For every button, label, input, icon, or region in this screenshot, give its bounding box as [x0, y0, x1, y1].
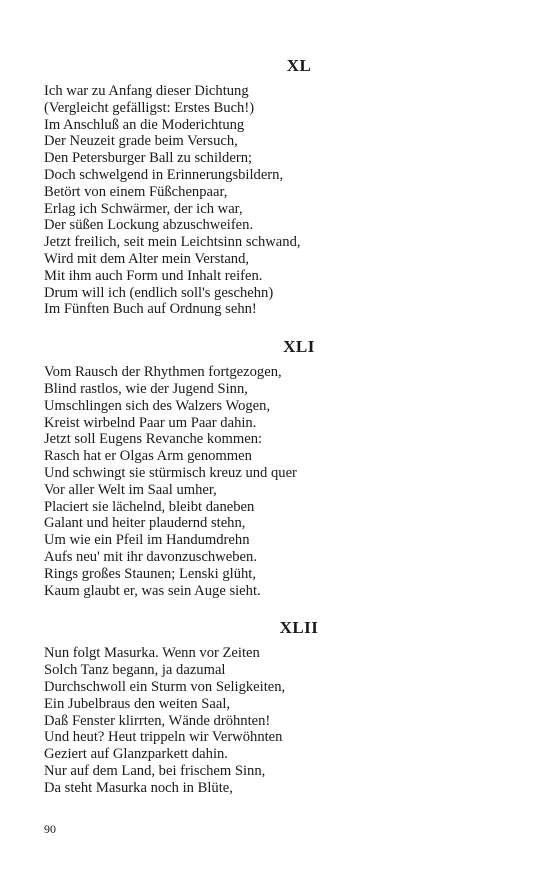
- verse-line: Ich war zu Anfang dieser Dichtung: [44, 83, 249, 99]
- verse-line: Aufs neu' mit ihr davonzuschweben.: [44, 548, 257, 565]
- verse-line: Jetzt freilich, seit mein Leichtsinn schwand,: [44, 234, 301, 251]
- verse-line: Durchschwoll ein Sturm von Seligkeiten,: [44, 678, 286, 695]
- verse-line: Placiert sie lächelnd, bleibt daneben: [44, 498, 255, 515]
- verse-line: Um wie ein Pfeil im Handumdrehn: [44, 532, 250, 549]
- verse-line: Im Fünften Buch auf Ordnung sehn!: [44, 301, 257, 318]
- stanza-number: XLI: [283, 337, 315, 357]
- verse-line: Der süßen Lockung abzuschweifen.: [44, 217, 254, 234]
- verse-line: Nur auf dem Land, bei frischem Sinn,: [44, 762, 266, 779]
- verse-line: Den Petersburger Ball zu schildern;: [44, 150, 253, 167]
- verse-line: Kaum glaubt er, was sein Auge sieht.: [44, 582, 261, 599]
- verse-line: Solch Tanz begann, ja dazumal: [44, 662, 226, 679]
- page-number: 90: [44, 822, 56, 836]
- stanza-number: XLII: [279, 618, 319, 638]
- verse-line: Vor aller Welt im Saal umher,: [44, 481, 217, 498]
- verse-line: Im Anschluß an die Moderichtung: [44, 116, 245, 133]
- stanza-list: [44, 55, 514, 796]
- verse-line: Betört von einem Füßchenpaar,: [44, 183, 228, 200]
- verse-line: Da steht Masurka noch in Blüte,: [44, 779, 233, 796]
- verse-line: (Vergleicht gefälligst: Erstes Buch!): [44, 99, 255, 116]
- verse-line: Und schwingt sie stürmisch kreuz und quer: [44, 464, 297, 481]
- verse-line: Vom Rausch der Rhythmen fortgezogen,: [44, 364, 282, 381]
- verse-line: Galant und heiter plaudernd stehn,: [44, 515, 246, 532]
- verse-line: Blind rastlos, wie der Jugend Sinn,: [44, 380, 248, 397]
- verse-line: Umschlingen sich des Walzers Wogen,: [44, 397, 271, 414]
- verse-line: Erlag ich Schwärmer, der ich war,: [44, 200, 243, 217]
- verse-line: Daß Fenster klirrten, Wände dröhnten!: [44, 712, 271, 729]
- verse-line: Jetzt soll Eugens Revanche kommen:: [44, 431, 263, 448]
- stanza: [44, 617, 514, 796]
- verse-line: Mit ihm auch Form und Inhalt reifen.: [44, 267, 263, 284]
- poem-page: [44, 55, 514, 796]
- verse-line: Doch schwelgend in Erinnerungsbildern,: [44, 166, 284, 183]
- stanza: [44, 336, 514, 599]
- verse-line: Und heut? Heut trippeln wir Verwöhnten: [44, 729, 283, 746]
- verse-line: Geziert auf Glanzparkett dahin.: [44, 746, 228, 763]
- verse-line: Drum will ich (endlich soll's geschehn): [44, 284, 274, 301]
- verse-line: Der Neuzeit grade beim Versuch,: [44, 133, 238, 150]
- stanza-number: XL: [286, 56, 312, 75]
- verse-line: Rasch hat er Olgas Arm genommen: [44, 448, 252, 465]
- verse-line: Ein Jubelbraus den weiten Saal,: [44, 695, 231, 712]
- verse-line: Nun folgt Masurka. Wenn vor Zeiten: [44, 645, 260, 662]
- verse-line: Rings großes Staunen; Lenski glüht,: [44, 565, 257, 582]
- verse-line: Wird mit dem Alter mein Verstand,: [44, 250, 250, 267]
- verse-line: Kreist wirbelnd Paar um Paar dahin.: [44, 414, 257, 431]
- stanza: [44, 55, 514, 318]
